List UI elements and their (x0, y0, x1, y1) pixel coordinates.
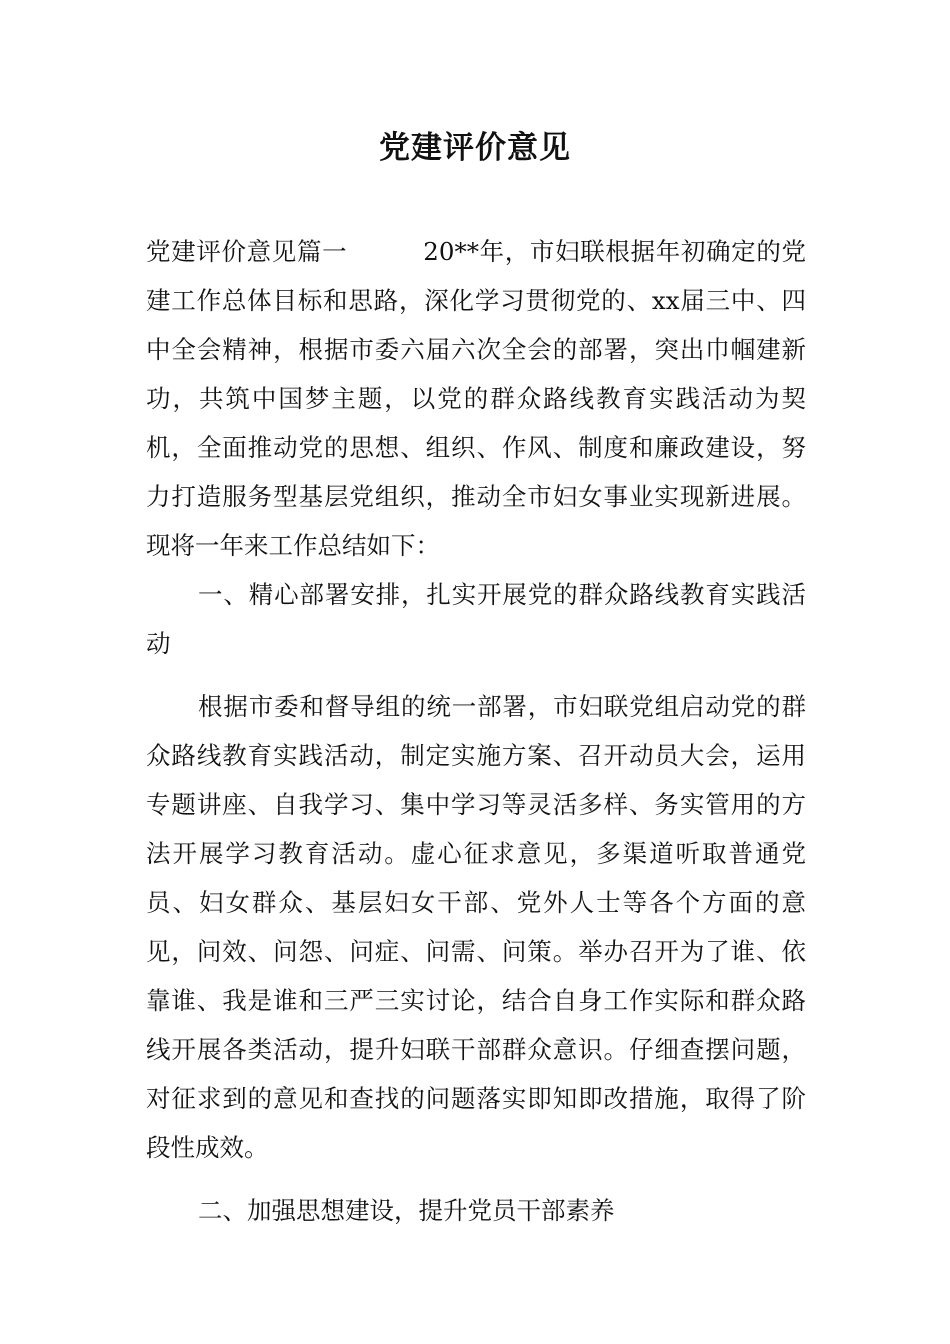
section-1-body: 根据市委和督导组的统一部署，市妇联党组启动党的群众路线教育实践活动，制定实施方案、召开动员大会，运用专题讲座、自我学习、集中学习等灵活多样、务实管用的方法开展学习教育活动。虚心征求意见，多渠道听取普通党员、妇女群众、基层妇女干部、党外人士等各个方面的意见，问效、问怨、问症、问需、问策。举办召开为了谁、依靠谁、我是谁和三严三实讨论，结合自身工作实际和群众路线开展各类活动，提升妇联干部群众意识。仔细查摆问题，对征求到的意见和查找的问题落实即知即改措施，取得了阶段性成效。 (146, 692, 806, 1162)
section-2-heading: 二、加强思想建设，提升党员干部素养 (198, 1196, 615, 1225)
intro-text: 20**年，市妇联根据年初确定的党建工作总体目标和思路，深化学习贯彻党的、xx届三中、四中全会精神，根据市委六届六次全会的部署，突出巾帼建新功，共筑中国梦主题，以党的群众路线教育实践活动为契机，全面推动党的思想、组织、作风、制度和廉政建设，努力打造服务型基层党组织，推动全市妇女事业实现新进展。现将一年来工作总结如下： (146, 237, 806, 560)
document-body (146, 227, 806, 1235)
intro-label: 党建评价意见篇一 (146, 237, 348, 266)
document-title: 党建评价意见 (379, 130, 571, 166)
section-1-heading: 一、精心部署安排，扎实开展党的群众路线教育实践活动 (146, 580, 806, 658)
intro-paragraph (146, 227, 806, 570)
